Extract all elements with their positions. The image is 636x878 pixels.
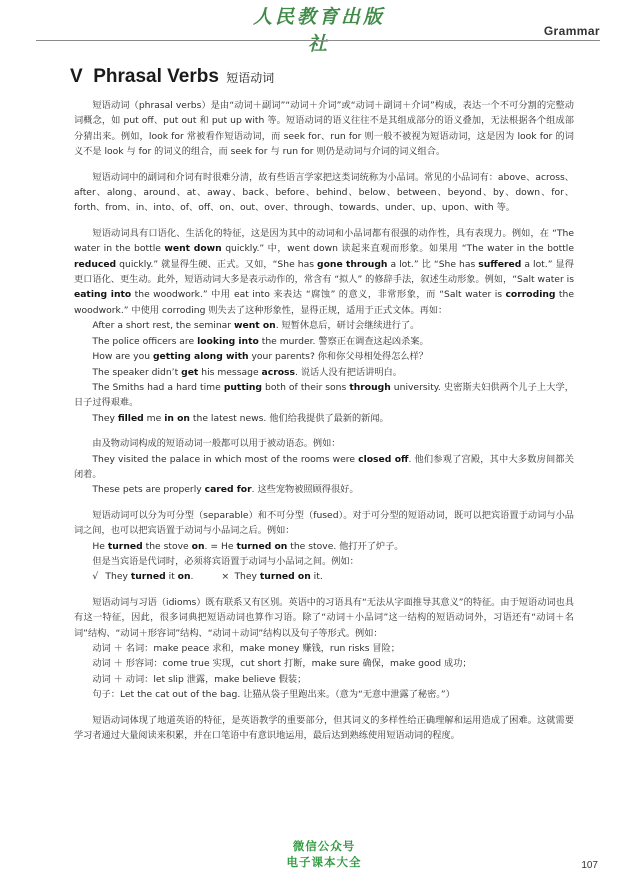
paragraph-passive: 由及物动词构成的短语动词一般都可以用于被动语态。例如： <box>92 438 341 450</box>
text-segment: They visited the palace in which most of the rooms were <box>92 453 359 465</box>
bold-phrase: through <box>349 381 391 393</box>
text-segment: a lot.” 显得更口语化、更生动。此外，短语动词大多是表示动作的，常含有 “拟人” 的修辞手法，叙述生动形象。例如，“Salt water is <box>74 258 574 286</box>
text-segment: your parents? 你和你父母相处得怎么样？ <box>248 351 428 363</box>
bold-phrase: went on <box>234 320 276 332</box>
text-segment: the stove. 他打开了炉子。 <box>287 540 404 552</box>
bold-phrase: reduced <box>74 258 117 270</box>
text-segment: the woodwork.” 中使用 corroding 则失去了这种形象性，显得正规，适用于正式文体。再如： <box>74 289 574 316</box>
example-sentence <box>74 411 574 426</box>
main-content <box>74 98 574 743</box>
text-segment: the latest news. 他们给我提供了最新的新闻。 <box>189 412 389 424</box>
passive-example <box>74 482 574 497</box>
section-number: V <box>70 66 83 87</box>
text-segment: . 短暂休息后，研讨会继续进行了。 <box>275 320 420 332</box>
idiom-example: 动词 ＋ 形容词：come true 实现，cut short 打断，make sure 确保，make good 成功； <box>92 658 472 670</box>
text-segment: He <box>92 540 108 552</box>
text-segment: . 说话人没有把话讲明白。 <box>294 366 402 378</box>
text-segment: They <box>234 571 260 583</box>
bold-phrase: putting <box>223 381 262 393</box>
text-segment: quickly.” 中，went down 读起来直观而形象。如果用 “The water in the bottle <box>221 243 574 255</box>
text-segment: . = He <box>204 540 237 552</box>
bold-phrase: turned on <box>236 540 288 552</box>
text-segment: These pets are properly <box>92 484 205 496</box>
paragraph-colloquial <box>74 226 574 318</box>
page-number: 107 <box>581 860 598 871</box>
text-segment: . 他们参观了宫殿，其中大多数房间都关闭着。 <box>74 453 574 480</box>
paragraph-separable: 短语动词可以分为可分型（separable）和不可分型（fused）。对于可分型的短语动词，既可以把宾语置于动词与小品词之间，也可以把宾语置于动词与小品词之后。例如： <box>74 509 574 537</box>
example-sentence <box>74 365 574 380</box>
pronoun-note: 但是当宾语是代词时，必须将宾语置于动词与小品词之间。例如： <box>92 555 359 567</box>
passive-example <box>74 452 574 483</box>
publisher-logo: 人民教育出版社 <box>252 6 385 55</box>
text-segment: both of their sons <box>261 381 350 393</box>
bold-phrase: cared for <box>204 484 252 496</box>
bold-phrase: suffered <box>478 258 522 270</box>
bold-phrase: getting along with <box>152 351 249 363</box>
text-segment: a lot.” 比 “She has <box>387 258 479 270</box>
page-title <box>70 66 274 88</box>
bold-phrase: looking into <box>197 335 259 347</box>
text-segment: How are you <box>92 351 153 363</box>
paragraph-definition: 短语动词（phrasal verbs）是由“动词＋副词”“动词＋介词”或“动词＋副词＋介词”构成，表达一个不可分割的完整动词概念，如 put off、put out 和 put up with 等。短语动词的语义往往不是其组成部分的语义叠加，无法根据各个组成部分猜出来。例如，look for 常被看作短语动词，而 seek for、run for 则一般不被视为短语动词，这是因为 look for 的词义不是 look 与 for 的词义的组合，而 seek for 与 run for 则仍是动词与介词的词义组合。 <box>74 100 574 158</box>
bold-phrase: on <box>191 540 205 552</box>
bold-phrase: turned <box>107 540 143 552</box>
bold-phrase: gone through <box>317 258 388 270</box>
bold-phrase: closed off <box>358 453 409 465</box>
text-segment: his message <box>198 366 262 378</box>
text-segment: The speaker didn’t <box>92 366 182 378</box>
text-segment: They <box>92 412 118 424</box>
section-label: Grammar <box>543 24 600 38</box>
example-sentence <box>74 380 574 411</box>
bold-phrase: across <box>261 366 295 378</box>
bold-phrase: filled <box>117 412 144 424</box>
title-chinese: 短语动词 <box>226 71 275 85</box>
text-segment: After a short rest, the seminar <box>92 320 235 332</box>
separable-example <box>74 539 574 554</box>
idiom-example: 动词 ＋ 名词：make peace 求和，make money 赚钱，run risks 冒险； <box>92 643 400 654</box>
text-segment: it <box>165 571 178 583</box>
bold-phrase: eating into <box>74 289 132 301</box>
text-segment: university. 史密斯夫妇供两个儿子上大学，日子过得艰难。 <box>74 381 574 409</box>
watermark-line: 电子课本大全 <box>286 855 362 869</box>
example-sentence <box>74 334 574 349</box>
idiom-example: 句子：Let the cat out of the bag. 让猫从袋子里跑出来。（意为“无意中泄露了秘密。”） <box>92 689 455 701</box>
text-segment: the murder. 警察正在调查这起凶杀案。 <box>258 335 429 347</box>
wechat-watermark <box>254 838 394 870</box>
text-segment: They <box>105 571 131 583</box>
bold-phrase: corroding <box>505 289 556 301</box>
paragraph-conclusion: 短语动词体现了地道英语的特征，是英语教学的重要部分，但其词义的多样性给正确理解和运用造成了困难。这就需要学习者通过大量阅读来积累，并在口笔语中有意识地运用，最后达到熟练使用短语动词的程度。 <box>74 714 574 742</box>
text-segment: the stove <box>142 540 192 552</box>
text-segment: . 这些宠物被照顾得很好。 <box>251 484 359 496</box>
check-mark-icon: √ <box>92 571 99 583</box>
bold-phrase: turned on <box>259 571 311 583</box>
bold-phrase: turned <box>130 571 166 583</box>
paragraph-idioms: 短语动词与习语（idioms）既有联系又有区别。英语中的习语具有“无法从字面推导其意义”的特征。由于短语动词也具有这一特征，因此，很多词典把短语动词也算作习语。除了“动词＋小品词”这一结构的短语动词外，习语还有“动词＋名词”结构、“动词＋形容词”结构、“动词＋动词”结构以及句子等形式。例如： <box>74 596 574 639</box>
bold-phrase: in on <box>164 412 190 424</box>
cross-mark-icon: × <box>221 571 230 583</box>
pronoun-example <box>74 569 574 584</box>
text-segment: . <box>190 571 194 583</box>
bold-phrase: on <box>177 571 191 583</box>
example-sentence <box>74 318 574 333</box>
text-segment: 短语动词具有口语化、生活化的特征，这是因为其中的动词和小品词都有很强的动作性，具有表现力。例如，在 “The water in the bottle <box>74 227 574 255</box>
text-segment: me <box>143 412 165 424</box>
text-segment: The Smiths had a hard time <box>92 381 224 393</box>
watermark-line: 微信公众号 <box>292 839 356 853</box>
text-segment: The police officers are <box>92 335 198 347</box>
paragraph-particles: 短语动词中的副词和介词有时很难分清，故有些语言学家把这类词统称为小品词。常见的小品词有：above、across、after、along、around、at、away、back、before、behind、below、between、beyond、by、down、for、forth、from、in、into、of、off、on、out、over、through、towards、under、up、upon、with 等。 <box>74 171 574 214</box>
header-rule <box>36 40 600 41</box>
example-sentence <box>74 349 574 364</box>
text-segment: the woodwork.” 中用 eat into 来表达 “腐蚀” 的意义，非常形象，而 “Salt water is <box>131 289 506 301</box>
bold-phrase: get <box>181 366 199 378</box>
idiom-example: 动词 ＋ 动词：let slip 泄露，make believe 假装； <box>92 673 307 685</box>
text-segment: quickly.” 就显得生硬、正式。又如，“She has <box>116 258 318 270</box>
text-segment: it. <box>310 571 323 583</box>
bold-phrase: went down <box>164 243 222 255</box>
title-main: Phrasal Verbs <box>93 66 219 87</box>
